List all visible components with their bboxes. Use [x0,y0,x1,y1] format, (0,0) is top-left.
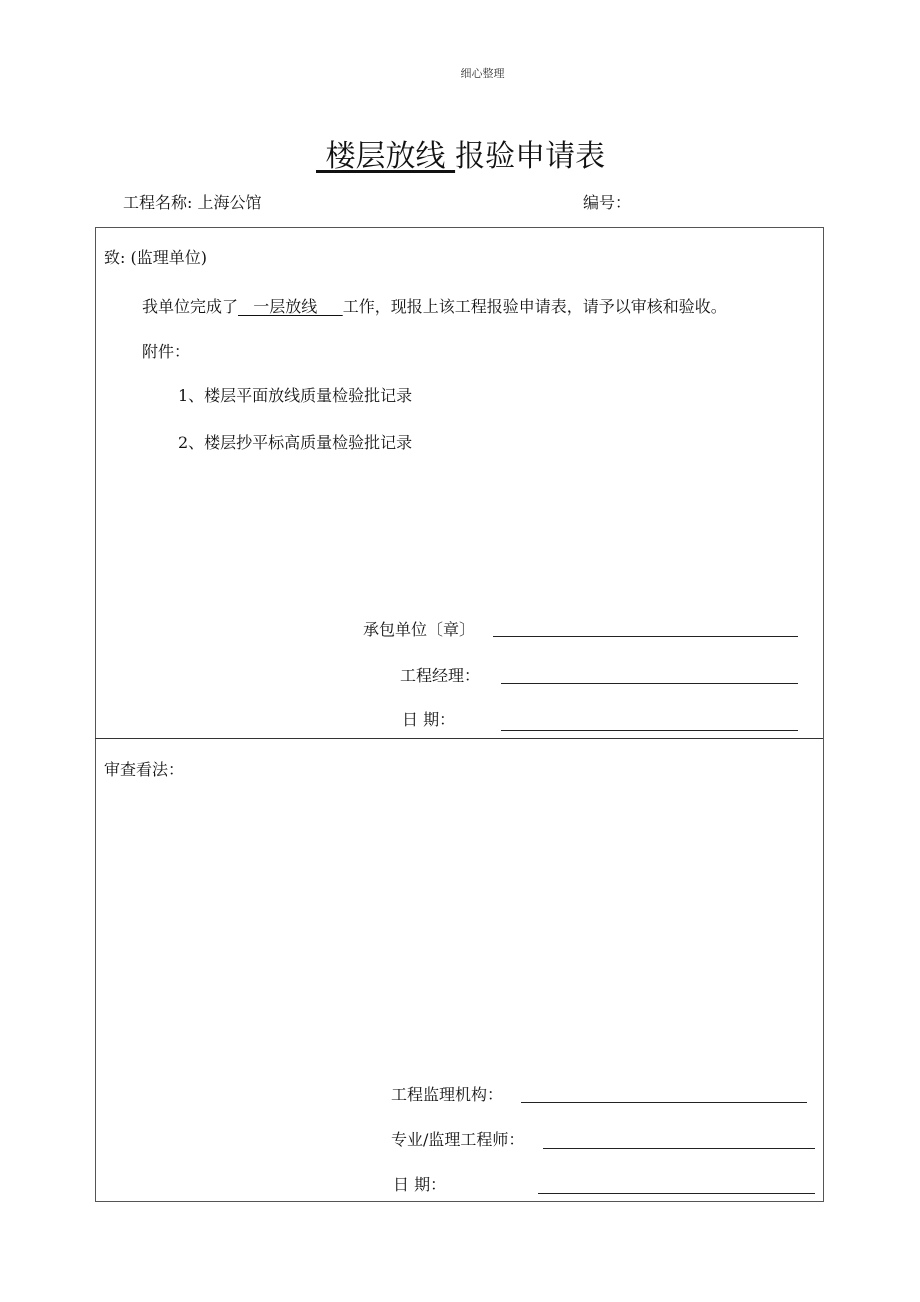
page-header-note: 细心整理 [460,67,505,80]
number-label: 编号： [583,193,632,212]
manager-label: 工程经理： [400,666,481,685]
work-item-field[interactable]: 一层放线 [238,297,343,316]
section-divider [95,738,823,739]
attachments-label: 附件： [142,342,191,361]
agency-label: 工程监理机构： [391,1085,504,1104]
manager-field[interactable] [501,683,798,684]
review-label: 审查看法： [104,760,185,779]
page-title [316,137,605,177]
sentence-before: 我单位完成了 [142,297,239,316]
sentence-after: 工作，现报上该工程报验申请表，请予以审核和验收。 [342,297,727,316]
attachment-item: 2、楼层抄平标高质量检验批记录 [178,433,413,452]
title-subject: 楼层放线 [316,139,456,174]
title-suffix: 报验申请表 [455,139,606,174]
contractor-label: 承包单位〔章〕 [363,620,476,639]
attachment-item: 1、楼层平面放线质量检验批记录 [178,386,413,405]
review-date-label: 日 期： [393,1175,447,1194]
engineer-field[interactable] [543,1148,815,1149]
addressee: 致: (监理单位) [104,248,207,267]
date-label: 日 期： [402,710,456,729]
project-name: 工程名称: 上海公馆 [123,193,262,212]
request-sentence [142,297,727,317]
date-field[interactable] [501,730,798,731]
review-date-field[interactable] [538,1193,815,1194]
agency-field[interactable] [521,1102,807,1103]
contractor-field[interactable] [493,636,798,637]
engineer-label: 专业/监理工程师： [391,1130,525,1149]
form-box [95,227,824,1202]
